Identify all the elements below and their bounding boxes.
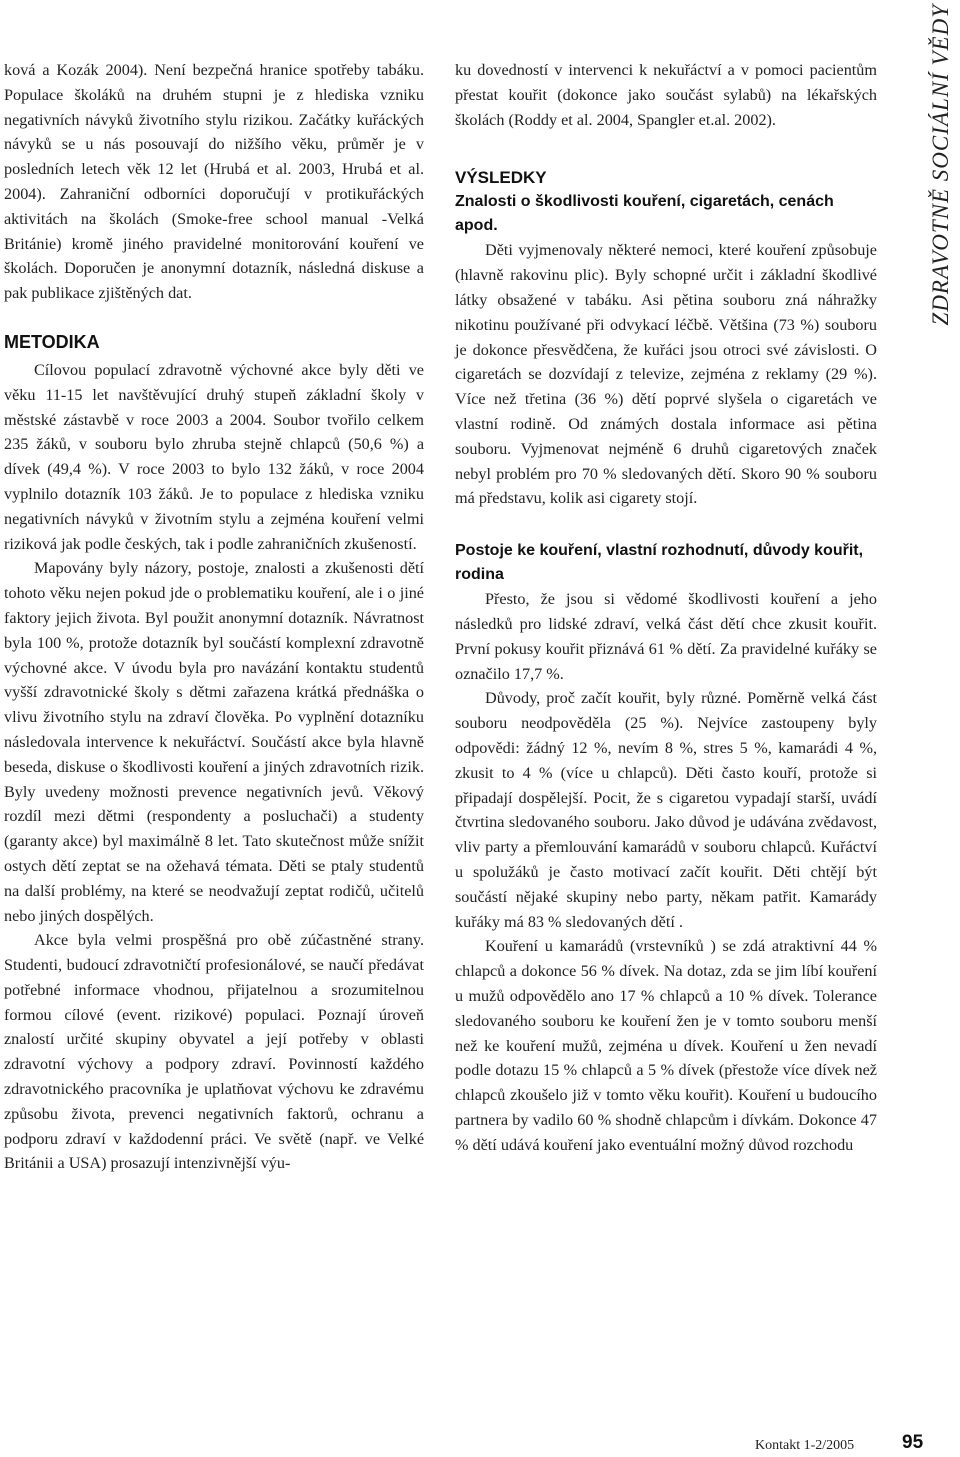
- continued-paragraph: ku dovedností v intervenci k nekuřáctví a v pomoci pacientům přestat kouřit (dokonce jako součást sylabů) na lékařských školách (Roddy et al. 2004, Spangler et.al. 2002).: [455, 61, 877, 129]
- journal-title-vertical: ZDRAVOTNĚ SOCIÁLNÍ VĚDY: [928, 4, 953, 326]
- attitudes-paragraph-1: Přesto, že jsou si vědomé škodlivosti kouření a jeho následků pro lidské zdraví, velká část dětí chce zkusit kouřit. První pokusy kouřit přiznává 61 % dětí. Za pravidelné kuřáky se označilo 17,7 %.: [455, 590, 877, 683]
- attitudes-paragraph-3: Kouření u kamarádů (vrstevníků ) se zdá atraktivní 44 % chlapců a dokonce 56 % dívek. Na dotaz, zda se jim líbí kouření u mužů odpovědělo ano 17 % chlapců a 10 % dívek. Tolerance sledovaného souboru ke kouření žen je v tomto souboru menší než ke kouření mužů, zejména u dívek. Kouření u žen nevadí podle dotazu 15 % chlapců a 5 % dívek (přestože více dívek než chlapců zkoušelo již v tomto věku kouřit). Kouření u budoucího partnera by vadilo 60 % shodně chlapcům i dívkám. Dokonce 47 % dětí udává kouření jako eventuální možný důvod rozchodu: [455, 937, 877, 1154]
- intro-paragraph: ková a Kozák 2004). Není bezpečná hranice spotřeby tabáku. Populace školáků na druhém stupni je z hlediska vzniku negativních návyků životního stylu rizikou. Začátky kuřáckých návyků se u nás posouvají do nižšího věku, průměr je v posledních letech věk 12 let (Hrubá et al. 2003, Hrubá et al. 2004). Zahraniční odborníci doporučují v protikuřáckých aktivitách na školách (Smoke-free school manual -Velká Británie) kromě jiného pravidelné monitorování kouření ve školách. Doporučen je anonymní dotazník, následná diskuse a pak publikace zjištěných dat.: [4, 61, 424, 303]
- footer-page-number: 95: [902, 1432, 924, 1453]
- right-column: [455, 58, 877, 1157]
- subheading-attitudes: Postoje ke kouření, vlastní rozhodnutí, důvody kouřit, rodina: [455, 542, 864, 584]
- metodika-paragraph-2: Mapovány byly názory, postoje, znalosti a zkušenosti dětí tohoto věku nejen pokud jde o problematiku kouření, ale i o jiné faktory jejich života. Byl použit anonymní dotazník. Návratnost byla 100 %, protože dotazník byl součástí komplexní zdravotně výchovné akce. V úvodu byla pro navázání kontaktu studentů vyšší zdravotnické školy s dětmi zařazena krátká přednáška o vlivu životního stylu na zdraví člověka. Po vyplnění dotazníku následovala intervence k nekuřáctví. Součástí akce byla hlavně beseda, diskuse o škodlivosti kouření a jiných zdravotních rizik. Byly uvedeny možnosti prevence negativních jevů. Věkový rozdíl mezi dětmi (respondenty a posluchači) a studenty (garanty akce) byl maximálně 8 let. Tato skutečnost může snížit ostych dětí zeptat se na ožehavá témata. Děti se ptaly studentů na další problémy, na které se neodvažují zeptat rodičů, učitelů nebo jiných dospělých.: [4, 559, 424, 925]
- attitudes-paragraph-2: Důvody, proč začít kouřit, byly různé. Poměrně velká část souboru neodpověděla (25 %). Nejvíce zastoupeny byly odpovědi: žádný 12 %, nevím 8 %, stres 5 %, kamarádi 4 %, zkusit to 4 % (více u chlapců). Děti často kouří, protože si připadají dospělejší. Pocit, že s cigaretou vypadají starší, uvádí čtvrtina sledovaného souboru. Jako důvod je udávána zvědavost, vliv party a přemlouvání kamarádů v souboru chlapců. Kuřáctví u spolužáků je často motivací začít kouřit. Děti chtějí být součástí nějaké skupiny nebo party, někam patřit. Kamarády kuřáky má 83 % sledovaných dětí .: [455, 689, 877, 931]
- section-heading-metodika: METODIKA: [4, 331, 100, 352]
- left-column: [4, 58, 424, 1176]
- knowledge-paragraph: Děti vyjmenovaly některé nemoci, které kouření způsobuje (hlavně rakovinu plic). Byly schopné určit i základní škodlivé látky obsažené v tabáku. Asi pětina souboru zná náhražky nikotinu používané při odvykací léčbě. Většina (73 %) souboru je dokonce přesvědčena, že kuřáci jsou otroci své závislosti. O cigaretách se dozvídají z televize, zejména z reklamy (29 %). Více než třetina (36 %) dětí poprvé slyšela o cigaretách ve vlastní rodině. Od známých dostala informace asi pětina souboru. Vyjmenovat nejméně 6 druhů cigaretových značek nebyl problém pro 70 % sledovaných dětí. Skoro 90 % souboru má představu, kolik asi cigarety stojí.: [455, 241, 877, 508]
- footer-journal-issue: Kontakt 1-2/2005: [755, 1438, 855, 1453]
- subheading-knowledge: Znalosti o škodlivosti kouření, cigaretách, cenách apod.: [455, 193, 834, 235]
- metodika-paragraph-1: Cílovou populací zdravotně výchovné akce byly děti ve věku 11-15 let navštěvující druhý stupeň základní školy v městské zástavbě v roce 2003 a 2004. Soubor tvořilo celkem 235 žáků, v souboru bylo zhruba stejně chlapců (50,6 %) a dívek (49,4 %). V roce 2003 to bylo 132 žáků, v roce 2004 vyplnilo dotazník 103 žáků. Je to populace z hlediska vzniku negativních návyků v životním stylu a zejména kouření velmi riziková jak podle českých, tak i podle zahraničních zkušeností.: [4, 360, 424, 553]
- metodika-paragraph-3: Akce byla velmi prospěšná pro obě zúčastněné strany. Studenti, budoucí zdravotničtí profesionálové, se naučí předávat potřebné informace vhodnou, přijatelnou a srozumitelnou formou cílové (event. rizikové) populaci. Poznají úroveň znalostí určité skupiny obyvatel a její potřeby v oblasti zdravotní výchovy a podpory zdraví. Povinností každého zdravotnického pracovníka je uplatňovat výchovu ke zdravému způsobu života, prevenci negativních faktorů, ochranu a podporu zdraví v každodenní práci. Ve světě (např. ve Velké Británii a USA) prosazují intenzivnější výu-: [4, 931, 424, 1173]
- section-heading-vysledky: VÝSLEDKY: [455, 168, 547, 188]
